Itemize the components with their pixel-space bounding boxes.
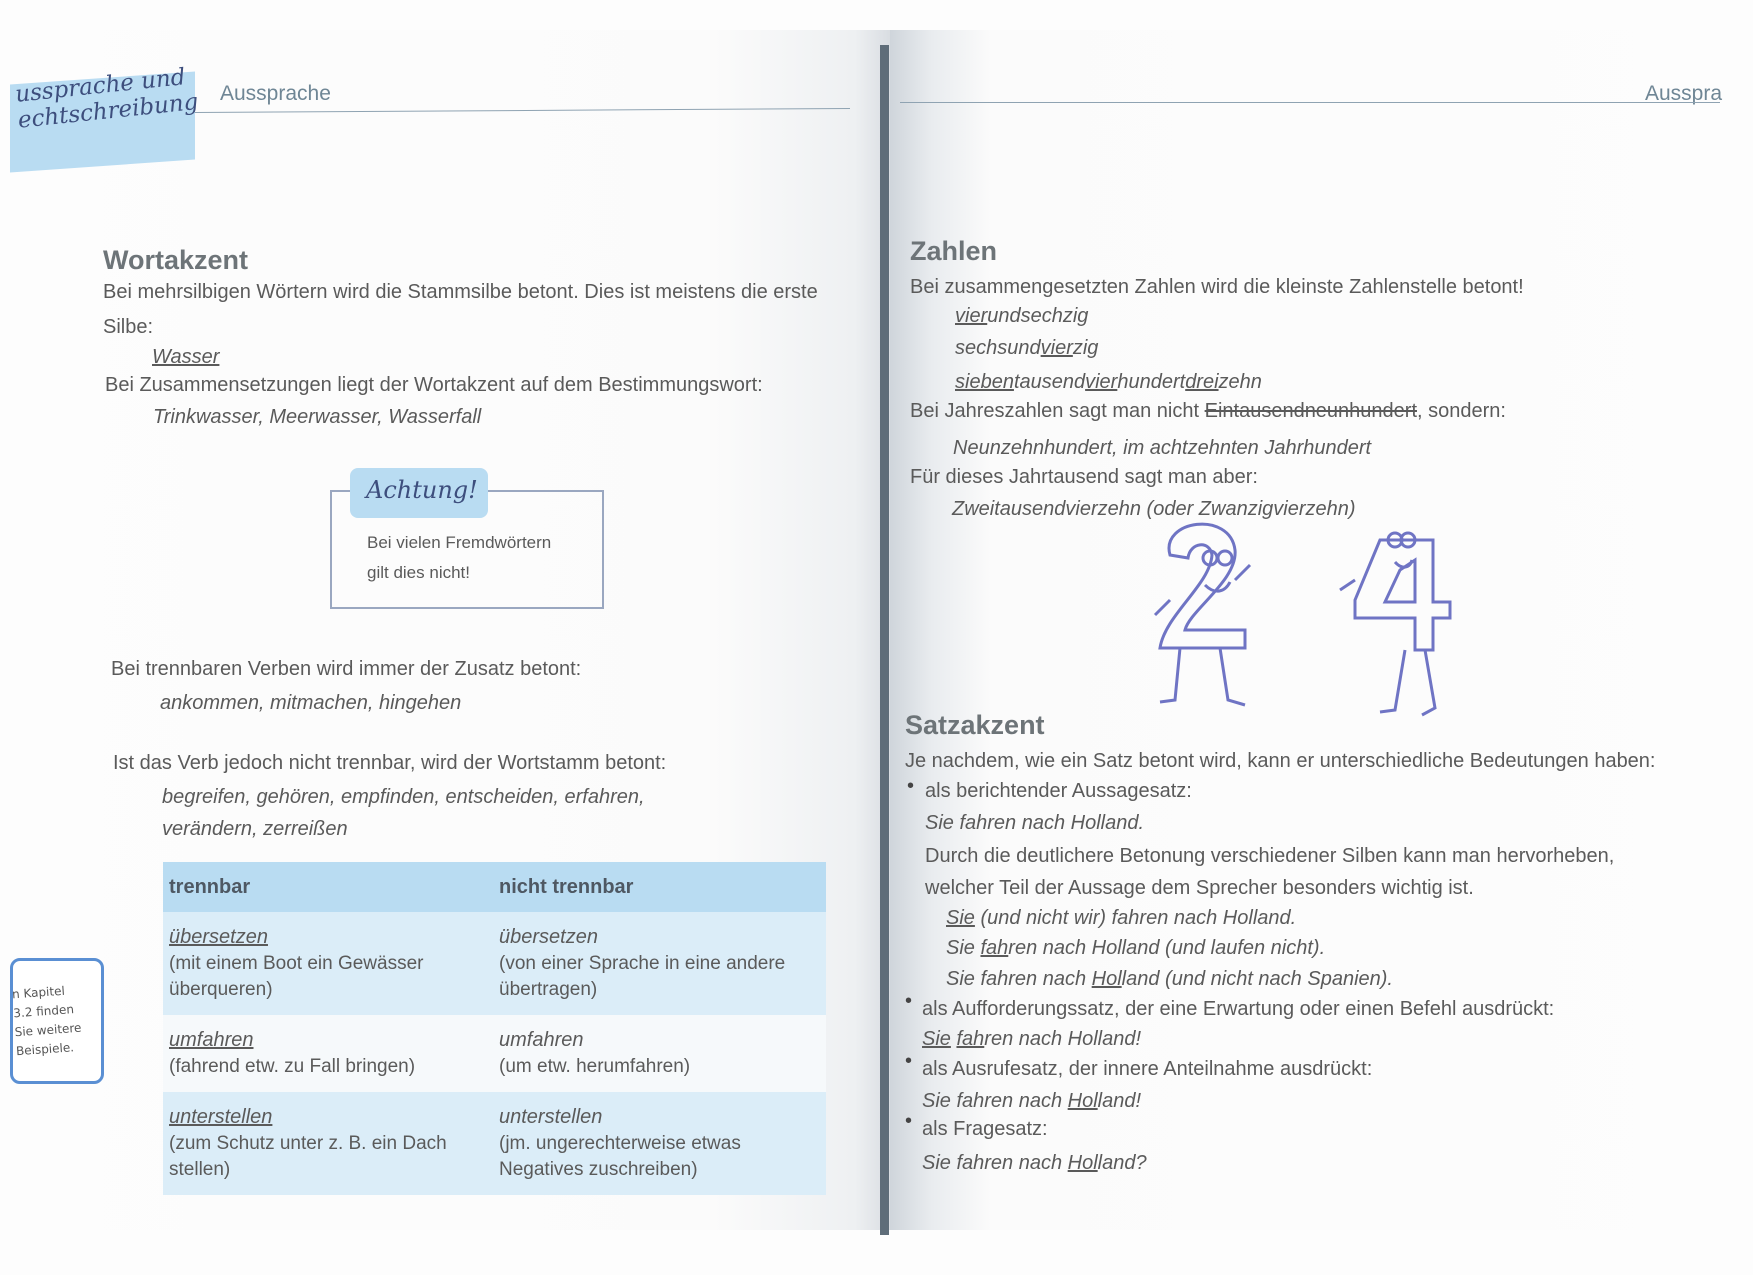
example-zweitausendvierzehn: Zweitausendvierzehn (oder Zwanzigvierzehn) [952, 498, 1356, 520]
bullet-ausrufesatz: als Ausrufesatz, der innere Anteilnahme ausdrückt: [922, 1058, 1373, 1080]
cell-word: umfahren [169, 1029, 254, 1051]
example-aussagesatz: Sie fahren nach Holland. [925, 812, 1145, 834]
example-fragesatz: Sie fahren nach Holland? [922, 1152, 1147, 1174]
note-line: Sie weitere [14, 1020, 82, 1040]
nicht-trennbar-para: Ist das Verb jedoch nicht trennbar, wird der Wortstamm betont: [113, 752, 667, 774]
table-cell [493, 912, 826, 1015]
zahlen-para: Bei zusammengesetzten Zahlen wird die kleinste Zahlenstelle betont! [910, 276, 1524, 298]
example-ausrufesatz: Sie fahren nach Holland! [922, 1090, 1142, 1112]
achtung-label-bg [350, 468, 488, 518]
note-line: n Kapitel [11, 983, 66, 1002]
example-siebentausend: siebentausendvierhundertdreizehn [955, 371, 1262, 393]
left-running-head: Aussprache [220, 82, 331, 105]
figure-two [1155, 524, 1250, 705]
example-trennbar: ankommen, mitmachen, hingehen [160, 692, 462, 714]
achtung-label: Achtung! [366, 476, 478, 504]
right-header-rule [900, 102, 1720, 103]
cell-word: übersetzen [499, 926, 598, 948]
jahreszahlen-para: Bei Jahreszahlen sagt man nicht Eintausendneunhundert, sondern: [910, 400, 1506, 422]
achtung-line1: Bei vielen Fremdwörtern [367, 533, 552, 552]
col-header-trennbar: trennbar [163, 862, 493, 912]
figure-four [1340, 533, 1450, 715]
example-sechsundvierzig: sechsundvierzig [955, 337, 1099, 359]
cell-word: unterstellen [499, 1106, 603, 1128]
example-nicht-trennbar-line2: verändern, zerreißen [162, 818, 348, 840]
cell-desc: (von einer Sprache in eine andere übertragen) [499, 953, 786, 1000]
heading-zahlen: Zahlen [910, 236, 998, 266]
heading-wortakzent: Wortakzent [103, 245, 249, 275]
col-header-nicht-trennbar: nicht trennbar [493, 862, 826, 912]
note-line: Beispiele. [15, 1040, 75, 1059]
bullet-aufforderungssatz: als Aufforderungssatz, der eine Erwartung oder einen Befehl ausdrückt: [922, 998, 1555, 1020]
example-aufforderungssatz: Sie fahren nach Holland! [922, 1028, 1142, 1050]
heading-satzakzent: Satzakzent [905, 710, 1045, 740]
betonung-expl-line2: welcher Teil der Aussage dem Sprecher besonders wichtig ist. [925, 877, 1474, 899]
right-running-head: Ausspra [1645, 82, 1723, 105]
example-fahren-betont: Sie fahren nach Holland (und laufen nicht). [946, 937, 1326, 959]
example-holland-betont: Sie fahren nach Holland (und nicht nach Spanien). [946, 968, 1393, 990]
note-line: 3.2 finden [12, 1002, 75, 1021]
cell-desc: (zum Schutz unter z. B. ein Dach stellen) [169, 1133, 447, 1180]
table-cell [493, 1092, 826, 1195]
table-row [163, 1015, 826, 1092]
example-compounds: Trinkwasser, Meerwasser, Wasserfall [153, 406, 482, 428]
bullet-aussagesatz: als berichtender Aussagesatz: [925, 780, 1192, 802]
cell-desc: (mit einem Boot ein Gewässer überqueren) [169, 953, 424, 1000]
cell-desc: (um etw. herumfahren) [499, 1056, 691, 1077]
example-wasser: Wasser [152, 346, 220, 368]
verb-table [163, 862, 826, 1195]
example-vierundsechzig: vierundsechzig [955, 305, 1089, 327]
bullet-dot: • [907, 775, 915, 797]
bullet-fragesatz: als Fragesatz: [922, 1118, 1048, 1140]
achtung-line2: gilt dies nicht! [367, 563, 470, 582]
trennbar-para: Bei trennbaren Verben wird immer der Zusatz betont: [111, 658, 582, 680]
wortakzent-para-line2: Silbe: [103, 316, 154, 338]
cell-desc: (fahrend etw. zu Fall bringen) [169, 1056, 416, 1077]
table-cell [163, 1015, 493, 1092]
table-row [163, 1092, 826, 1195]
cell-word: umfahren [499, 1029, 584, 1051]
example-sie-betont: Sie (und nicht wir) fahren nach Holland. [946, 907, 1297, 929]
table-cell [163, 912, 493, 1015]
betonung-expl-line1: Durch die deutlichere Betonung verschiedener Silben kann man hervorheben, [925, 845, 1615, 867]
table-header-row [163, 862, 826, 912]
cell-desc: (jm. ungerechterweise etwas Negatives zuschreiben) [499, 1133, 741, 1180]
bullet-dot: • [905, 1050, 913, 1072]
table-cell [163, 1092, 493, 1195]
bullet-dot: • [905, 990, 913, 1012]
achtung-text [367, 528, 551, 588]
example-neunzehnhundert: Neunzehnhundert, im achtzehnten Jahrhundert [953, 437, 1372, 459]
numbers-illustration [1150, 520, 1510, 745]
chapter-tab-label: ussprache und echtschreibung [14, 64, 200, 134]
example-nicht-trennbar-line1: begreifen, gehören, empfinden, entscheiden, erfahren, [162, 786, 645, 808]
table-cell [493, 1015, 826, 1092]
cell-word: übersetzen [169, 926, 268, 948]
satzakzent-intro: Je nachdem, wie ein Satz betont wird, kann er unterschiedliche Bedeutungen haben: [905, 750, 1656, 772]
book-spine [880, 45, 889, 1235]
cell-word: unterstellen [169, 1106, 273, 1128]
bullet-dot: • [905, 1110, 913, 1132]
zusammensetzungen-para: Bei Zusammensetzungen liegt der Wortakzent auf dem Bestimmungswort: [105, 374, 763, 396]
margin-note-text [11, 981, 83, 1061]
table-row [163, 912, 826, 1015]
wortakzent-para-line1: Bei mehrsilbigen Wörtern wird die Stammsilbe betont. Dies ist meistens die erste [103, 281, 818, 303]
jahrtausend-para: Für dieses Jahrtausend sagt man aber: [910, 466, 1258, 488]
